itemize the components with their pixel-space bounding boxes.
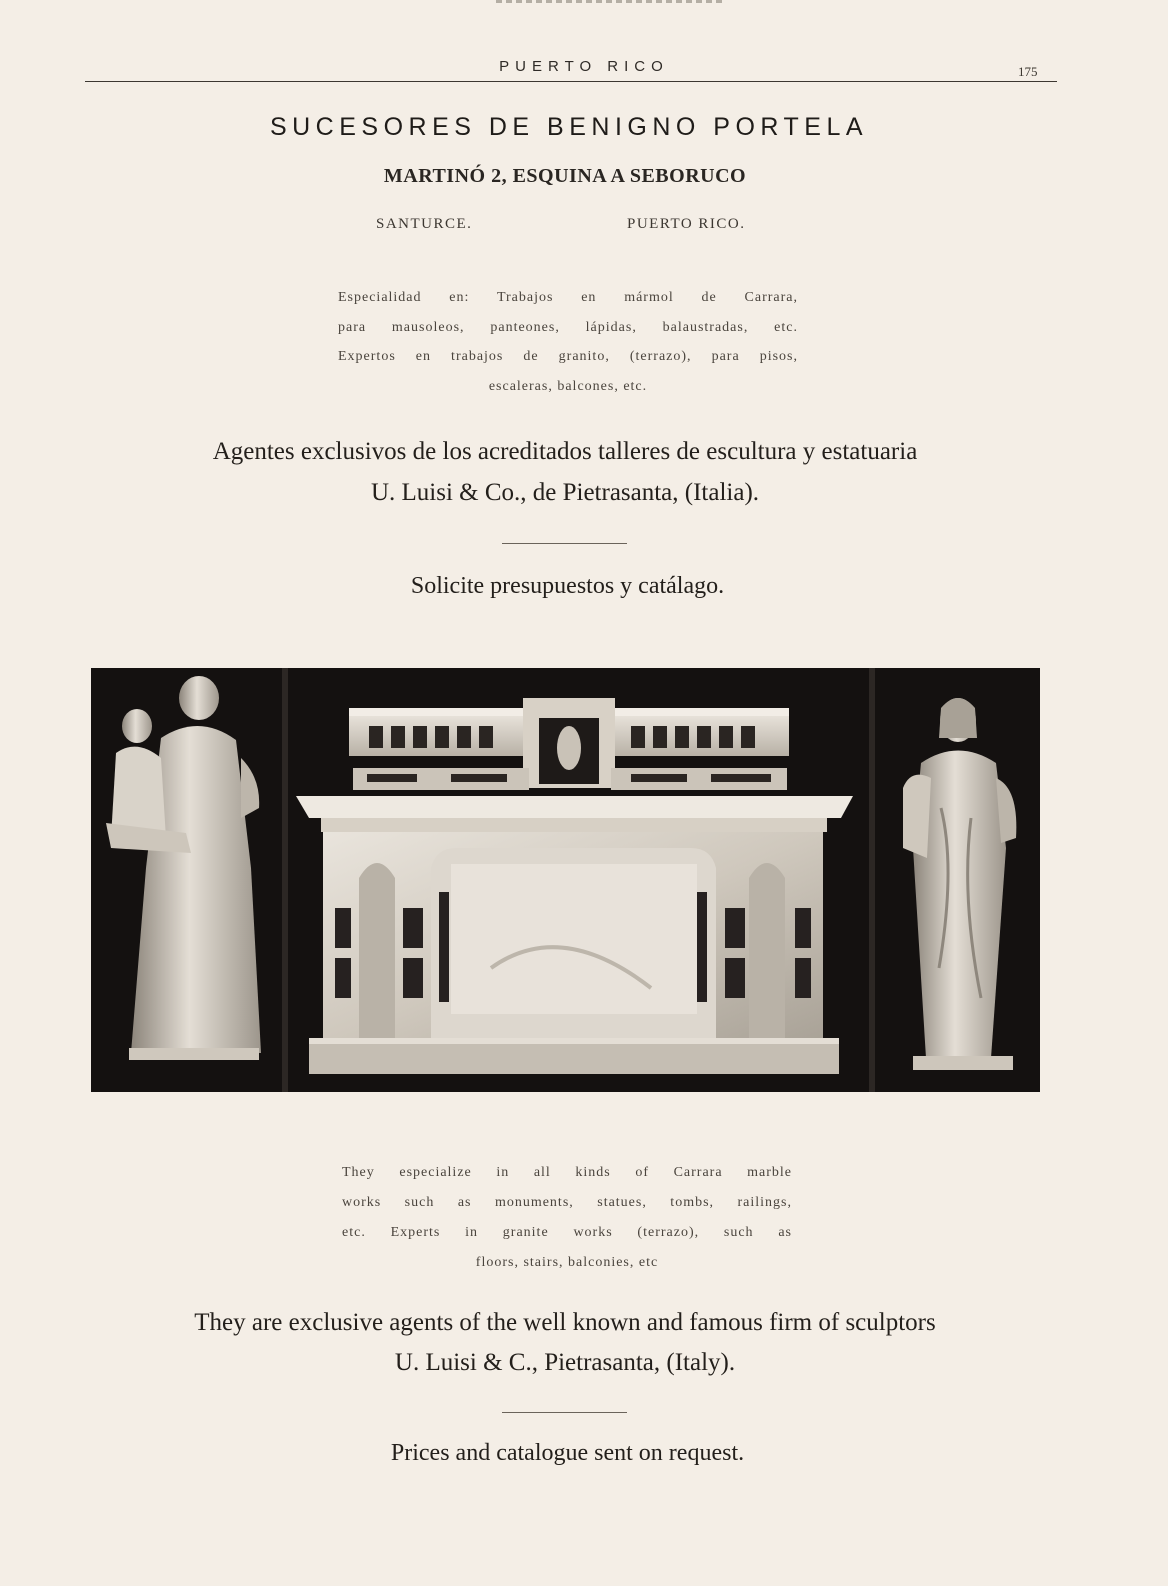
- specialty-spanish-line: Especialidad en: Trabajos en mármol de Carrara,: [338, 290, 798, 305]
- specialty-spanish-line: escaleras, balcones, etc.: [488, 378, 648, 394]
- firm-address: MARTINÓ 2, ESQUINA A SEBORUCO: [383, 165, 747, 187]
- agents-spanish-line: U. Luisi & Co., de Pietrasanta, (Italia).: [370, 479, 760, 506]
- specialty-spanish-line: Expertos en trabajos de granito, (terrazo), para pisos,: [338, 349, 798, 364]
- agents-english-line: U. Luisi & C., Pietrasanta, (Italy).: [394, 1349, 736, 1376]
- firm-name: SUCESORES DE BENIGNO PORTELA: [269, 113, 869, 141]
- specialty-english: [342, 1158, 792, 1278]
- specialty-english-line: floors, stairs, balconies, etc: [475, 1255, 659, 1270]
- specialty-english-line: etc. Experts in granite works (terrazo), such as: [342, 1225, 792, 1240]
- page-edge-mark: [496, 0, 726, 3]
- altar-statues-photo: [91, 668, 1040, 1092]
- specialty-english-line: They especialize in all kinds of Carrara marble: [342, 1165, 792, 1180]
- request-english: Prices and catalogue sent on request.: [390, 1440, 745, 1466]
- photo-illustration: [91, 668, 1040, 1092]
- marble-altar: [296, 698, 853, 1074]
- divider-rule: [502, 1412, 627, 1413]
- request-spanish: Solicite presupuestos y catálago.: [410, 573, 725, 599]
- specialty-spanish-line: para mausoleos, panteones, lápidas, balaustradas, etc.: [338, 319, 798, 335]
- header-rule: [85, 81, 1057, 82]
- agents-spanish-line: Agentes exclusivos de los acreditados talleres de escultura y estatuaria: [212, 438, 918, 465]
- specialty-spanish: [338, 283, 798, 401]
- firm-district: SANTURCE.: [376, 216, 473, 232]
- divider-rule: [502, 543, 627, 544]
- agents-english-line: They are exclusive agents of the well known and famous firm of sculptors: [194, 1309, 936, 1336]
- page-number: 175: [1018, 64, 1038, 79]
- specialty-english-line: works such as monuments, statues, tombs, railings,: [342, 1195, 792, 1210]
- firm-country: PUERTO RICO.: [627, 216, 746, 232]
- running-title: PUERTO RICO: [499, 58, 669, 75]
